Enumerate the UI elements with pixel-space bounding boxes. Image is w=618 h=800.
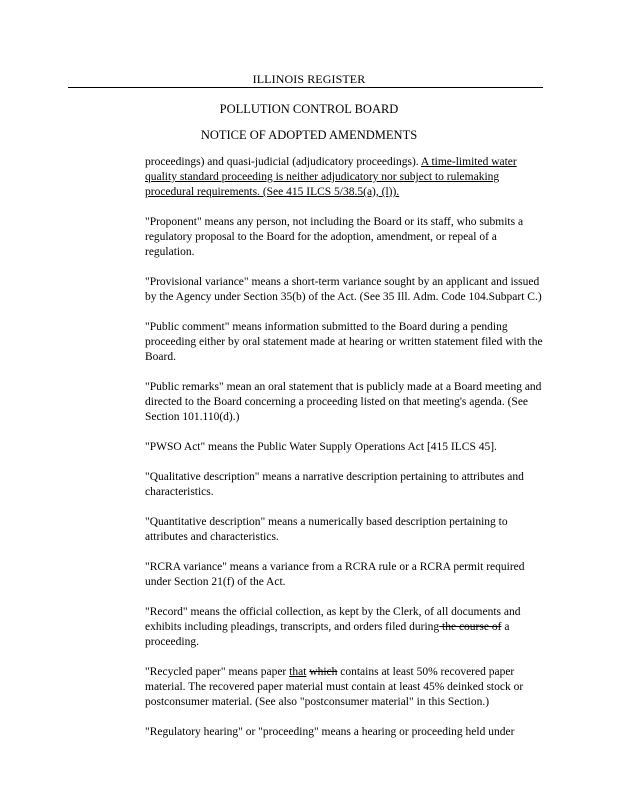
paragraph-rcra-variance: "RCRA variance" means a variance from a RCRA rule or a RCRA permit required under Section 21(f) of the Act. <box>145 561 525 588</box>
header-rule <box>68 87 543 88</box>
inserted-text: A time-limited water quality standard proceeding is neither adjudicatory nor subject to rulemaking procedural requirements. (See 415 ILCS 5/38.5(a), (l)). <box>145 156 517 198</box>
paragraph-public-remarks: "Public remarks" mean an oral statement that is publicly made at a Board meeting and directed to the Board concerning a proceeding listed on that meeting's agenda. (See Section 101.110(d).) <box>145 381 542 423</box>
paragraph-text: contains at least 50% recovered paper material. The recovered paper material must contain at least 45% deinked stock or postconsumer material. (See also "postconsumer material" in this Section.) <box>145 666 524 708</box>
paragraph-text: "Record" means the official collection, as kept by the Clerk, of all documents and exhibits including pleadings, transcripts, and orders filed during <box>145 606 521 633</box>
paragraph-provisional-variance: "Provisional variance" means a short-term variance sought by an applicant and issued by the Agency under Section 35(b) of the Act. (See 35 Ill. Adm. Code 104.Subpart C.) <box>145 276 542 303</box>
paragraph-quantitative-description: "Quantitative description" means a numerically based description pertaining to attributes and characteristics. <box>145 516 508 543</box>
paragraph-regulatory-hearing: "Regulatory hearing" or "proceeding" means a hearing or proceeding held under <box>145 726 515 738</box>
paragraph-text: a proceeding. <box>145 621 510 648</box>
register-title: ILLINOIS REGISTER <box>252 72 366 86</box>
paragraph-proponent: "Proponent" means any person, not including the Board or its staff, who submits a regulatory proposal to the Board for the adoption, amendment, or repeal of a regulation. <box>145 216 524 258</box>
paragraph-qualitative-description: "Qualitative description" means a narrative description pertaining to attributes and characteristics. <box>145 471 524 498</box>
paragraph-text: "Recycled paper" means paper <box>145 666 290 678</box>
paragraph-text: proceedings) and quasi-judicial (adjudicatory proceedings). <box>145 156 419 168</box>
paragraph-proceedings <box>145 155 545 200</box>
paragraph-record <box>145 605 545 650</box>
paragraph-public-comment: "Public comment" means information submitted to the Board during a pending proceeding either by oral statement made at hearing or written statement filed with the Board. <box>145 321 543 363</box>
inserted-text: that <box>289 666 307 678</box>
board-title: POLLUTION CONTROL BOARD <box>219 102 399 116</box>
paragraph-pwso-act: "PWSO Act" means the Public Water Supply Operations Act [415 ILCS 45]. <box>145 441 497 453</box>
paragraph-recycled-paper <box>145 665 545 710</box>
document-body <box>145 155 545 755</box>
notice-title: NOTICE OF ADOPTED AMENDMENTS <box>200 128 418 142</box>
deleted-text: the course of <box>439 621 502 633</box>
deleted-text: which <box>309 666 338 678</box>
